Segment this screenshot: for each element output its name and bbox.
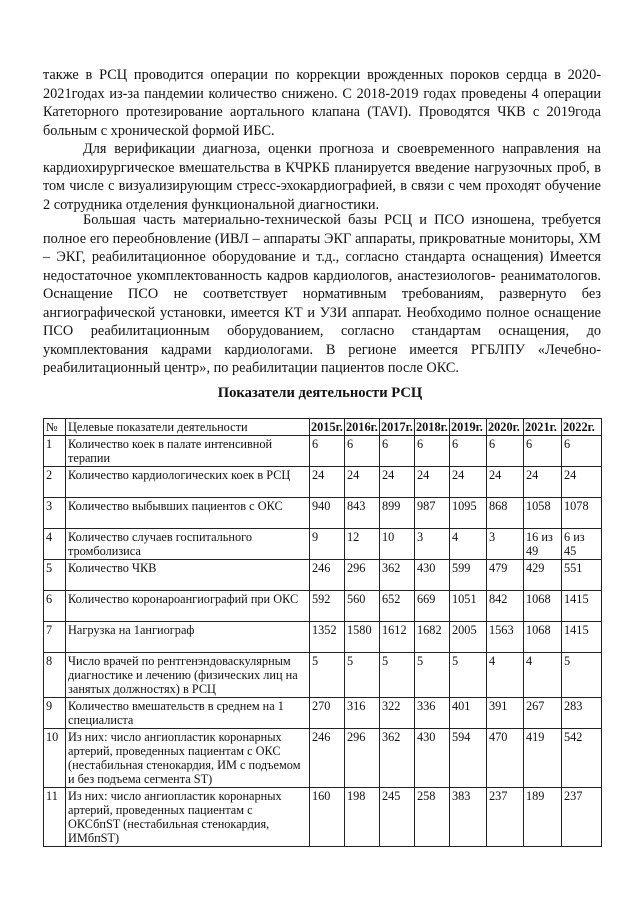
row-number-cell: 3 <box>44 498 66 529</box>
table-row <box>44 436 602 467</box>
value-cell: 868 <box>487 498 524 529</box>
value-cell: 16 из 49 <box>524 529 562 560</box>
value-cell: 245 <box>380 788 415 847</box>
value-cell: 401 <box>450 698 487 729</box>
header-year: 2017г. <box>381 420 413 434</box>
table-row <box>44 698 602 729</box>
value-cell: 24 <box>415 467 450 498</box>
paragraph-1: также в РСЦ проводится операции по коррекции врожденных пороков сердца в 2020-2021годах из-за пандемии количество снижено. С 2018-2019 годах проведены 4 операции Катеторного протезирование аортального клапана (TAVI). Проводятся ЧКВ с 2019года больным с хронической формой ИБС. <box>43 67 601 139</box>
value-cell: 6 <box>380 436 415 467</box>
value-cell: 283 <box>562 698 602 729</box>
value-cell: 362 <box>380 729 415 788</box>
indicators-table <box>43 418 602 847</box>
header-year: 2018г. <box>416 420 448 434</box>
indicator-cell: Количество ЧКВ <box>66 560 310 591</box>
value-cell: 669 <box>415 591 450 622</box>
value-cell: 6 <box>450 436 487 467</box>
value-cell: 551 <box>562 560 602 591</box>
value-cell: 9 <box>310 529 345 560</box>
table-row <box>44 529 602 560</box>
header-number: № <box>44 419 66 436</box>
value-cell: 4 <box>487 653 524 698</box>
value-cell: 246 <box>310 560 345 591</box>
value-cell: 599 <box>450 560 487 591</box>
value-cell: 1563 <box>487 622 524 653</box>
value-cell: 5 <box>562 653 602 698</box>
value-cell: 592 <box>310 591 345 622</box>
value-cell: 267 <box>524 698 562 729</box>
value-cell: 246 <box>310 729 345 788</box>
value-cell: 1352 <box>310 622 345 653</box>
value-cell: 899 <box>380 498 415 529</box>
table-row <box>44 560 602 591</box>
header-year: 2019г. <box>450 419 487 436</box>
value-cell: 189 <box>524 788 562 847</box>
table-header-row <box>44 419 602 436</box>
indicator-cell: Количество кардиологических коек в РСЦ <box>66 467 310 498</box>
header-year: 2015г. <box>311 420 343 434</box>
value-cell: 24 <box>487 467 524 498</box>
value-cell: 24 <box>524 467 562 498</box>
value-cell: 6 <box>562 436 602 467</box>
table-title: Показатели деятельности РСЦ <box>217 385 423 401</box>
value-cell: 6 <box>310 436 345 467</box>
row-number-cell: 10 <box>44 729 66 788</box>
row-number-cell: 9 <box>44 698 66 729</box>
paragraph-2: Для верификации диагноза, оценки прогноза и своевременного направления на кардиохирургическое вмешательства в КЧРКБ планируется введение нагрузочных проб, в том числе с визуализирующим стресс-эхокардиографией, в связи с чем проходят обучение 2 сотрудника отделения функциональной диагностики. <box>43 141 601 213</box>
value-cell: 5 <box>450 653 487 698</box>
value-cell: 2005 <box>450 622 487 653</box>
value-cell: 419 <box>524 729 562 788</box>
value-cell: 296 <box>345 729 380 788</box>
indicator-cell: Количество коронароангиографий при ОКС <box>66 591 310 622</box>
value-cell: 1682 <box>415 622 450 653</box>
header-year: 2016г. <box>346 420 378 434</box>
value-cell: 160 <box>310 788 345 847</box>
row-number-cell: 8 <box>44 653 66 698</box>
table-row <box>44 467 602 498</box>
table-row <box>44 498 602 529</box>
value-cell: 1051 <box>450 591 487 622</box>
table-row <box>44 729 602 788</box>
value-cell: 296 <box>345 560 380 591</box>
row-number-cell: 4 <box>44 529 66 560</box>
value-cell: 237 <box>487 788 524 847</box>
value-cell: 1095 <box>450 498 487 529</box>
header-year: 2022г. <box>562 419 602 436</box>
value-cell: 383 <box>450 788 487 847</box>
value-cell: 198 <box>345 788 380 847</box>
indicator-cell: Количество выбывших пациентов с ОКС <box>66 498 310 529</box>
value-cell: 5 <box>310 653 345 698</box>
value-cell: 1078 <box>562 498 602 529</box>
value-cell: 842 <box>487 591 524 622</box>
value-cell: 362 <box>380 560 415 591</box>
indicator-cell: Количество вмешательств в среднем на 1 специалиста <box>66 698 310 729</box>
row-number-cell: 2 <box>44 467 66 498</box>
value-cell: 1415 <box>562 622 602 653</box>
value-cell: 12 <box>345 529 380 560</box>
value-cell: 24 <box>345 467 380 498</box>
row-number-cell: 7 <box>44 622 66 653</box>
value-cell: 258 <box>415 788 450 847</box>
value-cell: 6 <box>415 436 450 467</box>
value-cell: 237 <box>562 788 602 847</box>
value-cell: 1058 <box>524 498 562 529</box>
value-cell: 10 <box>380 529 415 560</box>
indicator-cell: Число врачей по рентгенэндоваскулярным диагностике и лечению (физических лиц на занятых должностях) в РСЦ <box>66 653 310 698</box>
value-cell: 24 <box>310 467 345 498</box>
row-number-cell: 5 <box>44 560 66 591</box>
value-cell: 6 <box>487 436 524 467</box>
value-cell: 479 <box>487 560 524 591</box>
value-cell: 5 <box>345 653 380 698</box>
row-number-cell: 1 <box>44 436 66 467</box>
indicator-cell: Количество коек в палате интенсивной терапии <box>66 436 310 467</box>
value-cell: 4 <box>524 653 562 698</box>
table-row <box>44 653 602 698</box>
value-cell: 470 <box>487 729 524 788</box>
value-cell: 4 <box>450 529 487 560</box>
value-cell: 24 <box>380 467 415 498</box>
value-cell: 6 <box>524 436 562 467</box>
indicator-cell: Количество случаев госпитального тромболизиса <box>66 529 310 560</box>
value-cell: 430 <box>415 560 450 591</box>
table-row <box>44 622 602 653</box>
value-cell: 316 <box>345 698 380 729</box>
value-cell: 1580 <box>345 622 380 653</box>
value-cell: 1612 <box>380 622 415 653</box>
table-row <box>44 591 602 622</box>
value-cell: 594 <box>450 729 487 788</box>
table-row <box>44 788 602 847</box>
value-cell: 5 <box>415 653 450 698</box>
indicator-cell: Нагрузка на 1ангиограф <box>66 622 310 653</box>
header-year: 2020г. <box>487 419 524 436</box>
value-cell: 430 <box>415 729 450 788</box>
value-cell: 429 <box>524 560 562 591</box>
value-cell: 6 из 45 <box>562 529 602 560</box>
table-body <box>44 436 602 847</box>
value-cell: 3 <box>415 529 450 560</box>
row-number-cell: 6 <box>44 591 66 622</box>
value-cell: 1068 <box>524 622 562 653</box>
header-indicator: Целевые показатели деятельности <box>66 419 310 436</box>
header-year: 2021г. <box>524 419 562 436</box>
value-cell: 843 <box>345 498 380 529</box>
value-cell: 1415 <box>562 591 602 622</box>
value-cell: 560 <box>345 591 380 622</box>
value-cell: 652 <box>380 591 415 622</box>
value-cell: 6 <box>345 436 380 467</box>
value-cell: 940 <box>310 498 345 529</box>
value-cell: 322 <box>380 698 415 729</box>
value-cell: 270 <box>310 698 345 729</box>
indicator-cell: Из них: число ангиопластик коронарных артерий, проведенных пациентам с ОКС (нестабильная стенокардия, ИМ с подъемом и без подъема сегмента ST) <box>66 729 310 788</box>
value-cell: 336 <box>415 698 450 729</box>
value-cell: 542 <box>562 729 602 788</box>
value-cell: 24 <box>450 467 487 498</box>
value-cell: 5 <box>380 653 415 698</box>
value-cell: 987 <box>415 498 450 529</box>
value-cell: 24 <box>562 467 602 498</box>
value-cell: 1068 <box>524 591 562 622</box>
paragraph-3: Большая часть материально-технической базы РСЦ и ПСО изношена, требуется полное его переобновление (ИВЛ – аппараты ЭКГ аппараты, прикроватные мониторы, ХМ – ЭКГ, реабилитационное оборудование и т.д., согласно стандарта оснащения) Имеется недостаточное укомплектованность кадров кардиологов, анастезиологов- реаниматологов. Оснащение ПСО не соответствует нормативным требованиям, развернуто без ангиографической установки, имеется КТ и УЗИ аппарат. Необходимо полное оснащение ПСО реабилитационным оборудованием, согласно стандартам оснащения, до укомплектования кадрами кардиологами. В регионе имеется РГБЛПУ «Лечебно-реабилитационный центр», по реабилитации пациентов после ОКС. <box>43 212 601 376</box>
indicator-cell: Из них: число ангиопластик коронарных артерий, проведенных пациентам с ОКСбпST (нестабильная стенокардия, ИМбпST) <box>66 788 310 847</box>
row-number-cell: 11 <box>44 788 66 847</box>
value-cell: 3 <box>487 529 524 560</box>
value-cell: 391 <box>487 698 524 729</box>
